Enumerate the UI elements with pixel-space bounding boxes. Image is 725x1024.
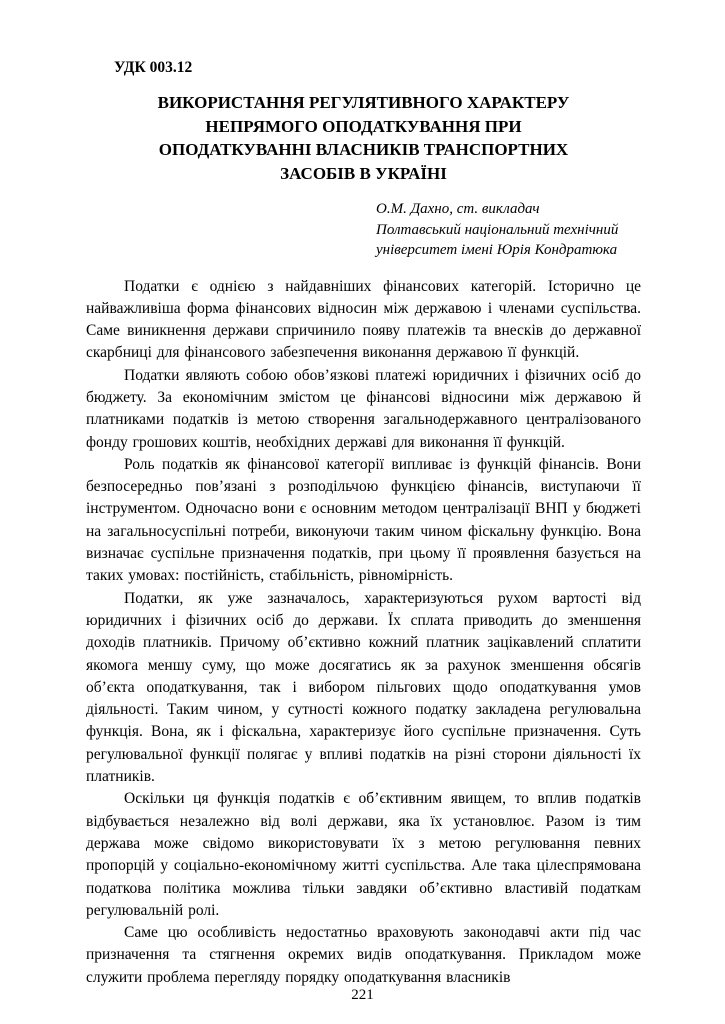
paragraph: Податки являють собою обов’язкові платежі юридичних і фізичних осіб до бюджету. За економічним змістом це фінансові відносини між державою й платниками податків із метою створення загальнодержавного централізованого фонду грошових коштів, необхідних державі для виконання її функцій. bbox=[86, 366, 641, 451]
page-number: 221 bbox=[351, 987, 374, 1003]
title-line: ЗАСОБІВ В УКРАЇНІ bbox=[280, 163, 447, 183]
paragraph: Оскільки ця функція податків є об’єктивним явищем, то вплив податків відбувається незалежно від волі держави, яка їх установлює. Разом із тим держава може свідомо використовувати їх з метою регулювання певних пропорцій у соціально-економічному житті суспільства. Але така цілеспрямована податкова політика можлива тільки завдяки об’єктивно властивій податкам регулювальній ролі. bbox=[86, 790, 641, 919]
author-name: О.М. Дахно, ст. викладач bbox=[376, 201, 540, 217]
author-block bbox=[376, 199, 641, 261]
article-body bbox=[86, 276, 641, 990]
author-affiliation-line: університет імені Юрія Кондратюка bbox=[376, 242, 618, 258]
paragraph: Податки є однією з найдавніших фінансових категорій. Історично це найважливіша форма фінансових відносин між державою і членами суспільства. Саме виникнення держави спричинило появу платежів та внесків до державної скарбниці для фінансового забезпечення виконання державою її функцій. bbox=[86, 277, 641, 362]
title-line: ВИКОРИСТАННЯ РЕГУЛЯТИВНОГО ХАРАКТЕРУ bbox=[157, 93, 570, 112]
paragraph: Роль податків як фінансової категорії випливає із функцій фінансів. Вони безпосередньо пов’язані з розподільчою функцією фінансів, виступаючи її інструментом. Одночасно вони є основним методом централізації ВНП у бюджеті на загальносуспільні потреби, виконуючи таким чином фіскальну функцію. Вона визначає суспільне призначення податків, при цьому її проявлення базується на таких умовах: постійність, стабільність, рівномірність. bbox=[86, 455, 641, 585]
paragraph: Податки, як уже зазначалось, характеризуються рухом вартості від юридичних і фізичних осіб до держави. Їх сплата приводить до зменшення доходів платників. Причому об’єктивно кожний платник зацікавлений сплатити якомога меншу суму, що може досягатись як за рахунок зменшення обсягів об’єкта оподаткування, так і вибором пільгових щодо оподаткування умов діяльності. Таким чином, у сутності кожного податку закладена регулювальна функція. Вона, як і фіскальна, характеризує його суспільне призначення. Суть регулювальної функції полягає у впливі податків на різні сторони діяльності їх платників. bbox=[86, 589, 641, 786]
udk-code: УДК 003.12 bbox=[114, 59, 193, 76]
title-line: НЕПРЯМОГО ОПОДАТКУВАННЯ ПРИ bbox=[205, 116, 522, 136]
author-affiliation-line: Полтавський національний технічний bbox=[376, 221, 619, 238]
paragraph: Саме цю особливість недостатньо враховують законодавчі акти під час призначення та стягнення окремих видів оподаткування. Прикладом може служити проблема перегляду порядку оподаткування власників bbox=[86, 924, 641, 986]
title-line: ОПОДАТКУВАННІ ВЛАСНИКІВ ТРАНСПОРТНИХ bbox=[158, 140, 569, 159]
article-title bbox=[86, 91, 641, 185]
